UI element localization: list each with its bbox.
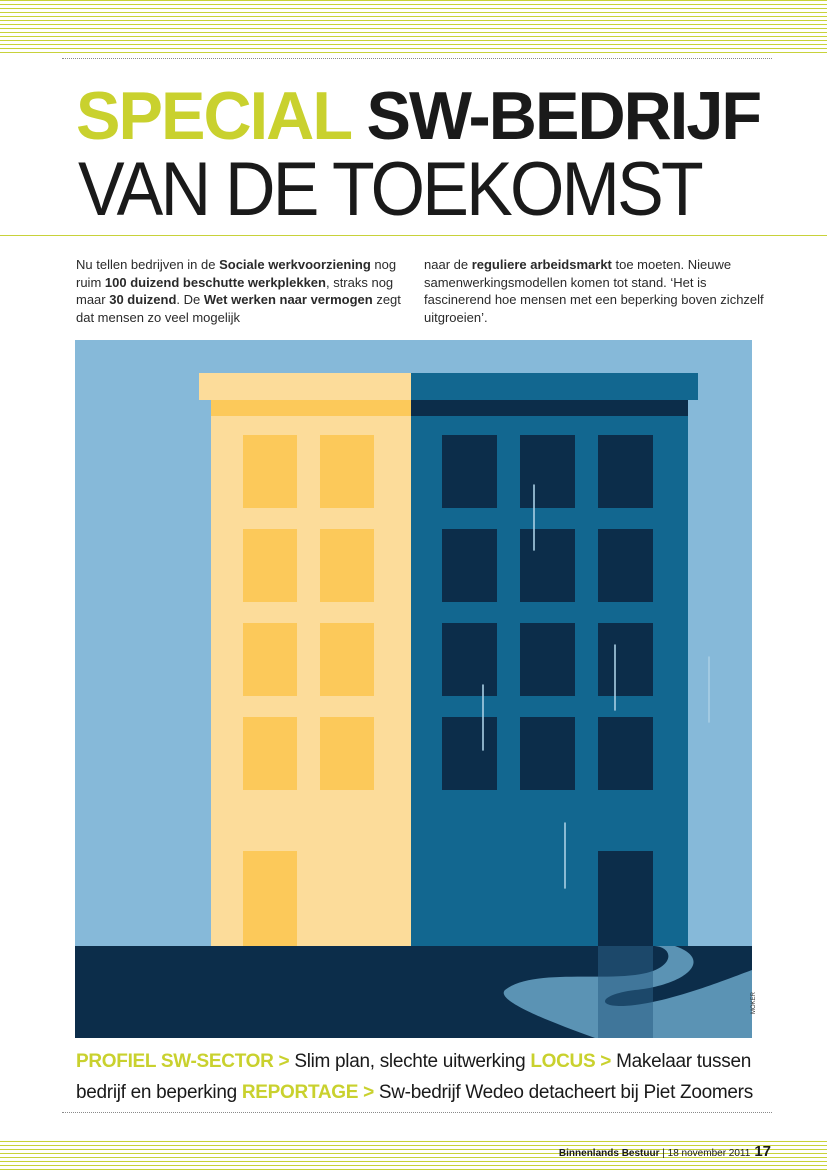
left-building-cornice [199, 373, 411, 400]
intro-column-1 [76, 256, 416, 326]
intro-text: toe moeten. Nieuwe samenwerkingsmodellen komen tot stand. ‘Het is fascinerend hoe mensen met een beperking boven zichzelf uitgroeien’. [424, 257, 764, 325]
contents-item-text: Sw-bedrijf Wedeo detacheert bij Piet Zoomers [373, 1082, 753, 1103]
bottom-dotted-rule [62, 1112, 772, 1113]
left-building [211, 416, 411, 960]
intro-text: Nu tellen bedrijven in de [76, 257, 220, 272]
right-building-cornice-band [411, 400, 688, 416]
header-divider [0, 235, 827, 236]
contents-item-text: Slim plan, slechte uitwerking [289, 1051, 531, 1072]
right-building-door [598, 851, 653, 960]
page-footer [559, 1143, 771, 1160]
footer-separator: | [659, 1148, 668, 1159]
intro-text: naar de [424, 257, 472, 272]
title-accent: SPECIAL [76, 78, 350, 154]
intro-text: zegt dat mensen zo veel mogelijk [76, 292, 401, 325]
special-title [76, 76, 760, 156]
contents-list [76, 1046, 776, 1108]
publication-name: Binnenlands Bestuur [558, 1148, 660, 1159]
intro-emphasis: Sociale werkvoorziening [219, 257, 371, 272]
water-reflection [598, 946, 653, 1038]
contents-keyword: PROFIEL SW-SECTOR > [76, 1051, 290, 1072]
title-main: SW-BEDRIJF [366, 78, 761, 154]
contents-keyword: LOCUS > [530, 1051, 612, 1072]
left-building-cornice-band [211, 400, 411, 416]
intro-emphasis: 100 duizend beschutte werkplekken [104, 274, 326, 290]
right-building-cornice [411, 373, 698, 400]
intro-column-2 [424, 256, 764, 326]
intro-emphasis: Wet werken naar vermogen [203, 292, 373, 307]
intro-emphasis: 30 duizend [109, 292, 177, 307]
top-dotted-rule [62, 58, 772, 59]
illustration-credit: MOKER [751, 991, 757, 1014]
contents-keyword: REPORTAGE > [241, 1082, 374, 1103]
intro-text: , straks nog maar [76, 274, 394, 307]
issue-date: 18 november 2011 [667, 1148, 751, 1159]
intro-text: nog ruim [76, 257, 397, 290]
intro-text: . De [176, 292, 204, 307]
title-subline: VAN DE TOEKOMST [78, 147, 701, 232]
building-illustration [75, 340, 752, 1038]
contents-item-text: Makelaar tussen bedrijf en beperking [76, 1051, 751, 1103]
page-number: 17 [754, 1143, 771, 1160]
intro-emphasis: reguliere arbeidsmarkt [471, 257, 612, 272]
left-building-door [243, 851, 297, 960]
top-stripe-band [0, 0, 827, 54]
